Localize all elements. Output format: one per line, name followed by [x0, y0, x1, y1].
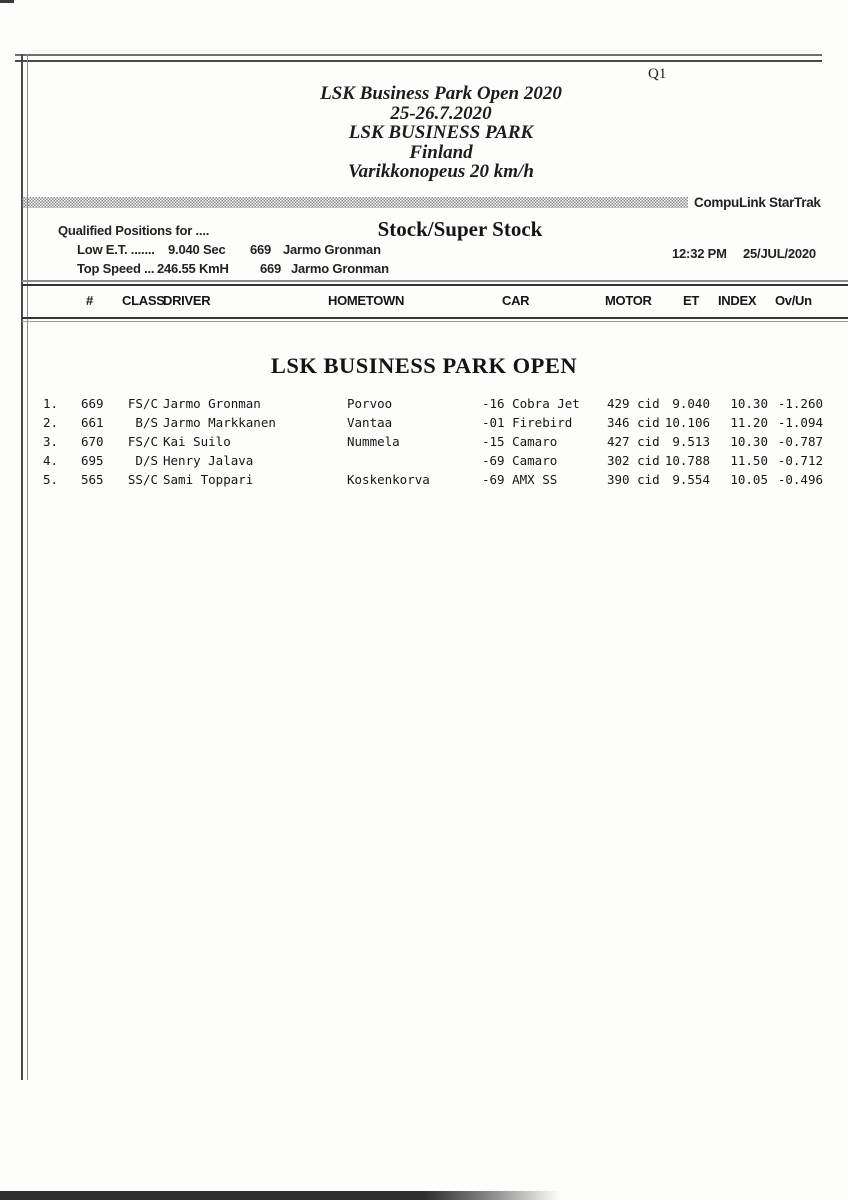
cell-hometown: Koskenkorva — [347, 472, 430, 487]
low-et-label: Low E.T. ....... — [77, 242, 155, 257]
top-speed-label: Top Speed ... — [77, 261, 155, 276]
top-speed-driver: Jarmo Gronman — [291, 261, 389, 276]
cell-car: -69 AMX SS — [482, 472, 558, 487]
cell-motor: 302 cid — [607, 453, 660, 468]
cell-car: -16 Cobra Jet — [482, 396, 580, 411]
cell-car-number: 669 — [81, 396, 104, 411]
top-speed-car-number: 669 — [260, 261, 282, 276]
cell-driver: Henry Jalava — [163, 453, 254, 468]
cell-class: B/S — [135, 415, 158, 430]
cell-position: 2. — [43, 415, 59, 430]
cell-car-number: 661 — [81, 415, 104, 430]
table-row — [0, 434, 848, 450]
cell-class: SS/C — [127, 472, 158, 487]
cell-motor: 346 cid — [607, 415, 660, 430]
column-header-class: CLASS — [122, 293, 165, 308]
section-title: LSK BUSINESS PARK OPEN — [270, 353, 578, 378]
table-row — [0, 396, 848, 412]
cell-et: 9.554 — [672, 472, 710, 487]
cell-position: 1. — [43, 396, 59, 411]
event-dates: 25-26.7.2020 — [390, 102, 492, 124]
column-header-hometown: HOMETOWN — [328, 293, 405, 308]
cell-index: 11.50 — [730, 453, 768, 468]
cell-hometown: Nummela — [347, 434, 400, 449]
cell-index: 10.05 — [730, 472, 768, 487]
column-header-et: ET — [683, 293, 700, 308]
cell-driver: Sami Toppari — [163, 472, 254, 487]
low-et-value: 9.040 Sec — [168, 242, 226, 257]
column-header-ovun: Ov/Un — [775, 293, 812, 308]
event-title: LSK Business Park Open 2020 — [320, 83, 562, 104]
event-note: Varikkonopeus 20 km/h — [348, 161, 534, 182]
cell-index: 10.30 — [730, 396, 768, 411]
print-time: 12:32 PM — [672, 246, 727, 261]
cell-class: FS/C — [127, 434, 158, 449]
qualified-positions-label: Qualified Positions for .... — [58, 223, 210, 238]
print-date: 25/JUL/2020 — [743, 246, 816, 261]
cell-et: 10.106 — [664, 415, 710, 430]
cell-et: 9.513 — [672, 434, 710, 449]
cell-ovun: -1.094 — [777, 415, 823, 430]
cell-driver: Jarmo Markkanen — [163, 415, 276, 430]
cell-car: -01 Firebird — [482, 415, 573, 430]
cell-driver: Jarmo Gronman — [163, 396, 261, 411]
cell-hometown: Porvoo — [347, 396, 393, 411]
cell-position: 5. — [43, 472, 59, 487]
cell-ovun: -0.496 — [777, 472, 823, 487]
column-header-index: INDEX — [718, 293, 757, 308]
table-row — [0, 453, 848, 469]
event-country: Finland — [409, 141, 473, 163]
cell-index: 10.30 — [730, 434, 768, 449]
table-row — [0, 415, 848, 431]
cell-car-number: 670 — [81, 434, 104, 449]
sheet-label: Q1 — [648, 66, 667, 82]
cell-motor: 429 cid — [607, 396, 660, 411]
timing-system-brand: CompuLink StarTrak — [694, 195, 821, 210]
cell-et: 9.040 — [672, 396, 710, 411]
cell-car-number: 695 — [81, 453, 104, 468]
cell-motor: 390 cid — [607, 472, 660, 487]
cell-index: 11.20 — [730, 415, 768, 430]
event-venue: LSK BUSINESS PARK — [348, 122, 534, 143]
table-row — [0, 472, 848, 488]
cell-ovun: -1.260 — [777, 396, 823, 411]
column-header-driver: DRIVER — [163, 293, 211, 308]
cell-et: 10.788 — [664, 453, 710, 468]
cell-car: -15 Camaro — [482, 434, 558, 449]
cell-hometown: Vantaa — [347, 415, 393, 430]
cell-driver: Kai Suilo — [163, 434, 231, 449]
cell-position: 4. — [43, 453, 59, 468]
cell-ovun: -0.712 — [777, 453, 823, 468]
column-header-motor: MOTOR — [605, 293, 652, 308]
cell-ovun: -0.787 — [777, 434, 823, 449]
top-speed-value: 246.55 KmH — [157, 261, 229, 276]
cell-class: D/S — [135, 453, 158, 468]
cell-car: -69 Camaro — [482, 453, 558, 468]
cell-position: 3. — [43, 434, 59, 449]
category-title: Stock/Super Stock — [377, 217, 543, 241]
low-et-car-number: 669 — [250, 242, 272, 257]
column-header-number: # — [86, 293, 93, 308]
cell-class: FS/C — [127, 396, 158, 411]
low-et-driver: Jarmo Gronman — [283, 242, 381, 257]
cell-car-number: 565 — [81, 472, 104, 487]
cell-motor: 427 cid — [607, 434, 660, 449]
column-header-car: CAR — [502, 293, 530, 308]
